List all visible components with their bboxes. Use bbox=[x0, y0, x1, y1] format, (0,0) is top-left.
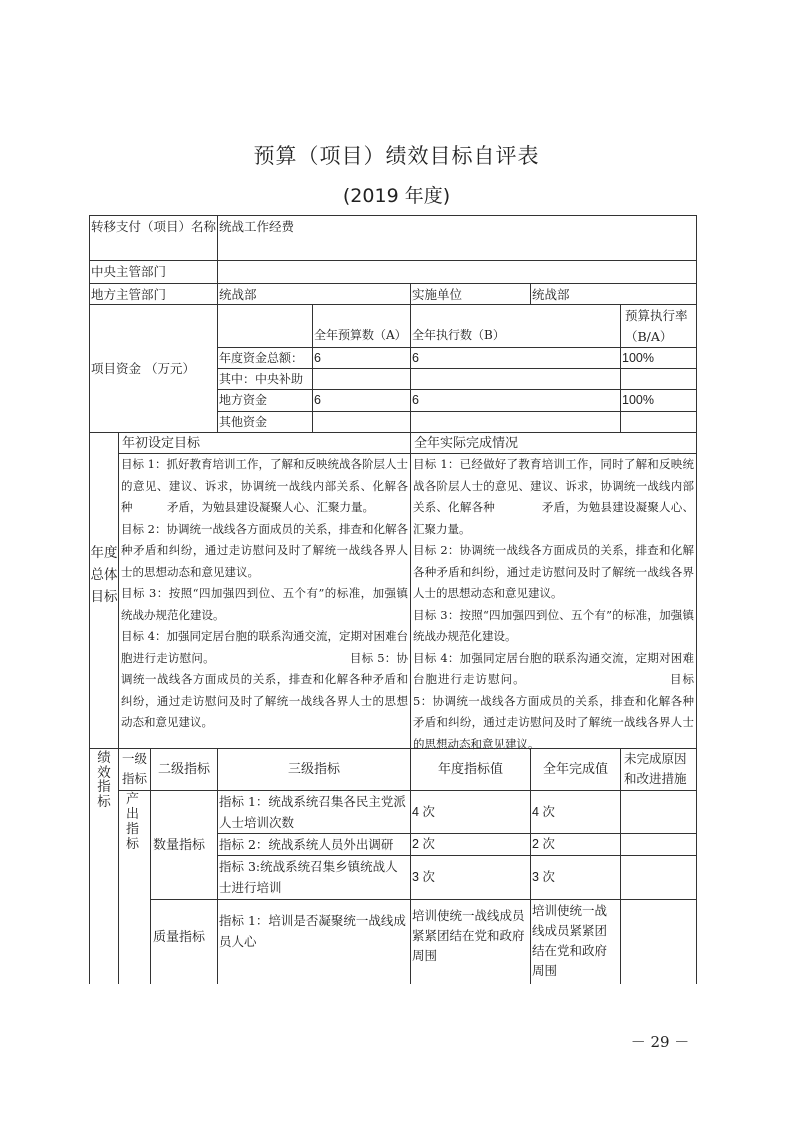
header-reason: 未完成原因和改进措施 bbox=[620, 748, 697, 790]
impl-unit-label: 实施单位 bbox=[410, 283, 530, 304]
funds-row-executed: 6 bbox=[410, 347, 620, 368]
actual-value: 3 次 bbox=[530, 855, 620, 899]
funds-section-label: 项目资金 （万元） bbox=[89, 304, 217, 432]
central-dept-label: 中央主管部门 bbox=[89, 260, 217, 283]
reason-value bbox=[620, 855, 697, 899]
funds-row-executed bbox=[410, 368, 620, 389]
funds-row-executed bbox=[410, 411, 620, 432]
funds-row-rate bbox=[620, 368, 697, 389]
actual-value: 4 次 bbox=[530, 790, 620, 833]
level3-label: 指标 1：培训是否凝聚统一战线成员人心 bbox=[217, 899, 410, 984]
annual-goals-label: 年度总体目标 bbox=[89, 432, 118, 748]
target-value: 4 次 bbox=[410, 790, 530, 833]
level1-cell bbox=[118, 790, 150, 984]
funds-row-rate bbox=[620, 411, 697, 432]
actual-goals-header: 全年实际完成情况 bbox=[410, 432, 697, 453]
target-value: 2 次 bbox=[410, 833, 530, 855]
funds-header-executed: 全年执行数（B） bbox=[410, 304, 620, 347]
level3-label: 指标 1：统战系统召集各民主党派人士培训次数 bbox=[217, 790, 410, 833]
local-dept-value: 统战部 bbox=[217, 283, 410, 304]
funds-row-budget bbox=[312, 368, 410, 389]
document-title: 预算（项目）绩效目标自评表 bbox=[253, 144, 540, 168]
level3-label: 指标 2：统战系统人员外出调研 bbox=[217, 833, 410, 855]
impl-unit-value: 统战部 bbox=[530, 283, 697, 304]
target-value: 培训使统一战线成员紧紧团结在党和政府周围 bbox=[410, 899, 530, 984]
page-number: － 29 － bbox=[630, 1033, 690, 1051]
funds-row-budget: 6 bbox=[312, 389, 410, 411]
reason-value bbox=[620, 899, 697, 984]
funds-row-label: 其中：中央补助 bbox=[217, 368, 312, 389]
header-level3: 三级指标 bbox=[217, 748, 410, 790]
funds-row-budget: 6 bbox=[312, 347, 410, 368]
level3-label: 指标 3:统战系统召集乡镇统战人士进行培训 bbox=[217, 855, 410, 899]
funds-row-executed: 6 bbox=[410, 389, 620, 411]
funds-header-blank bbox=[217, 304, 312, 347]
document-subtitle: (2019 年度) bbox=[342, 185, 451, 207]
funds-row-label: 地方资金 bbox=[217, 389, 312, 411]
reason-value bbox=[620, 833, 697, 855]
header-level1: 一级指标 bbox=[118, 748, 150, 790]
funds-row-budget bbox=[312, 411, 410, 432]
funds-row-label: 其他资金 bbox=[217, 411, 312, 432]
funds-row-label: 年度资金总额： bbox=[217, 347, 312, 368]
funds-row-rate: 100% bbox=[620, 347, 697, 368]
local-dept-label: 地方主管部门 bbox=[89, 283, 217, 304]
reason-value bbox=[620, 790, 697, 833]
funds-row-rate: 100% bbox=[620, 389, 697, 411]
header-level2: 二级指标 bbox=[150, 748, 217, 790]
project-name-label: 转移支付（项目）名称 bbox=[89, 215, 217, 260]
level1-label: 产出指标 bbox=[126, 792, 140, 852]
level2-label: 质量指标 bbox=[150, 899, 217, 984]
funds-header-rate: 预算执行率（B/A） bbox=[620, 304, 697, 347]
header-target: 年度指标值 bbox=[410, 748, 530, 790]
project-name-value: 统战工作经费 bbox=[217, 215, 697, 260]
planned-goals-header: 年初设定目标 bbox=[118, 432, 410, 453]
actual-goals-text: 目标 1：已经做好了教育培训工作，同时了解和反映统战各阶层人士的意见、建议、诉求，协调统一战线内部关系、化解各种 矛盾，为勉县建设凝聚人心、汇聚力量。 目标 2：协调统一战线各方面成员的关系，排查和化解各种矛盾和纠纷，通过走访慰问及时了解统一战线各界人士的思想动态和意见建议。 目标 3：按照“四加强四到位、五个有”的标准，加强镇统战办规范化建设。 目标 4：加强同定居台胞的联系沟通交流，定期对困难台胞进行走访慰问。 目标 5：协调统一战线各方面成员的关系，排查和化解各种矛盾和纠纷，通过走访慰问及时了解统一战线各界人士的思想动态和意见建议。 bbox=[410, 453, 697, 748]
level2-label: 数量指标 bbox=[150, 790, 217, 899]
actual-value: 培训使统一战线成员紧紧团结在党和政府周围 bbox=[530, 899, 620, 984]
target-value: 3 次 bbox=[410, 855, 530, 899]
indicators-section-cell bbox=[89, 748, 118, 984]
actual-value: 2 次 bbox=[530, 833, 620, 855]
planned-goals-text: 目标 1：抓好教育培训工作，了解和反映统战各阶层人士的意见、建议、诉求，协调统一战线内部关系、化解各种 矛盾，为勉县建设凝聚人心、汇聚力量。 目标 2：协调统一战线各方面成员的关系，排查和化解各种矛盾和纠纷，通过走访慰问及时了解统一战线各界人士的思想动态和意见建议。 目标 3：按照“四加强四到位、五个有”的标准，加强镇统战办规范化建设。 目标 4：加强同定居台胞的联系沟通交流，定期对困难台胞进行走访慰问。 目标 5：协调统一战线各方面成员的关系，排查和化解各种矛盾和纠纷，通过走访慰问及时了解统一战线各界人士的思想动态和意见建议。 bbox=[118, 453, 410, 748]
header-actual: 全年完成值 bbox=[530, 748, 620, 790]
indicators-section-label: 绩效指标 bbox=[97, 750, 111, 810]
central-dept-value bbox=[217, 260, 697, 283]
funds-header-budget: 全年预算数（A） bbox=[312, 304, 410, 347]
